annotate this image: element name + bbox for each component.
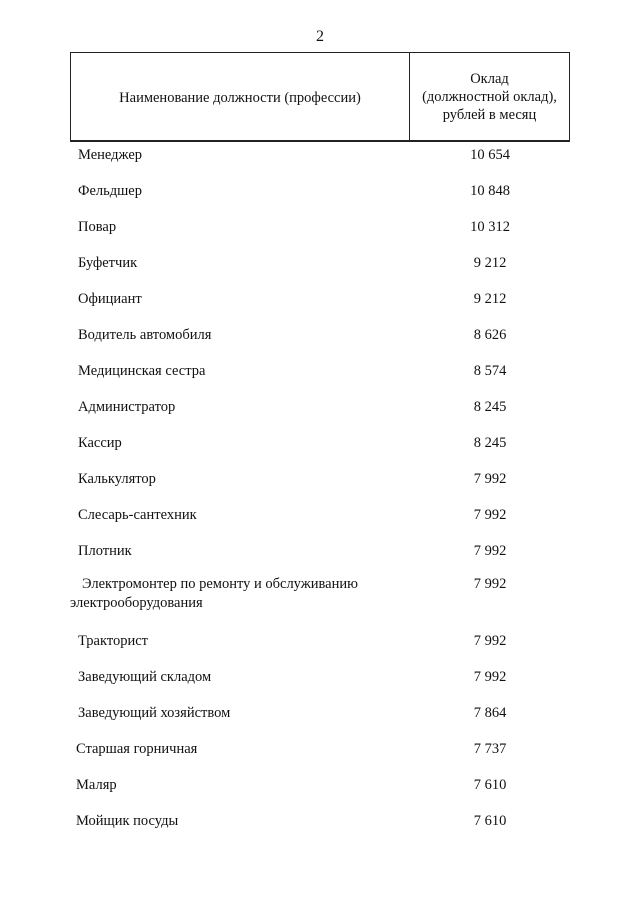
salary-value: 7 864 (473, 705, 507, 721)
position-name: Калькулятор (78, 471, 156, 487)
salary-value: 9 212 (473, 291, 507, 307)
salary-value: 9 212 (473, 255, 507, 271)
salary-value: 8 626 (473, 327, 507, 343)
table-header (70, 52, 570, 142)
salary-value: 8 245 (473, 435, 507, 451)
position-name: Фельдшер (78, 183, 142, 199)
salary-value: 7 610 (473, 813, 507, 829)
salary-value: 8 574 (473, 363, 507, 379)
position-name: Электромонтер по ремонту и обслуживанию электрооборудования (70, 576, 358, 611)
salary-value: 7 992 (473, 633, 507, 649)
position-name: Слесарь-сантехник (78, 507, 197, 523)
position-name: Заведующий хозяйством (78, 705, 231, 721)
position-name: Тракторист (78, 633, 149, 649)
salary-value: 8 245 (473, 399, 507, 415)
salary-value: 10 848 (470, 183, 510, 199)
position-name: Маляр (76, 777, 117, 793)
header-salary (410, 53, 569, 140)
position-name: Буфетчик (78, 255, 138, 271)
salary-value: 7 737 (473, 741, 507, 757)
header-salary-line: (должностной оклад), (422, 88, 557, 105)
salary-value: 7 992 (473, 576, 507, 592)
position-name: Старшая горничная (76, 741, 198, 757)
header-salary-line: рублей в месяц (442, 106, 537, 123)
salary-value: 10 312 (470, 219, 510, 235)
position-name: Водитель автомобиля (78, 327, 212, 343)
salary-value: 7 610 (473, 777, 507, 793)
salary-value: 7 992 (473, 507, 507, 523)
position-name: Менеджер (78, 147, 143, 163)
page-number: 2 (316, 28, 324, 45)
position-name: Заведующий складом (78, 669, 212, 685)
position-name: Официант (78, 291, 142, 307)
position-name: Кассир (78, 435, 122, 451)
salary-value: 7 992 (473, 669, 507, 685)
position-name: Медицинская сестра (78, 363, 206, 379)
position-name: Администратор (78, 399, 176, 415)
position-name: Повар (78, 219, 117, 235)
header-salary-line: Оклад (470, 70, 509, 87)
salary-value: 7 992 (473, 543, 507, 559)
position-name: Плотник (78, 543, 132, 559)
salary-value: 10 654 (470, 147, 510, 163)
salary-value: 7 992 (473, 471, 507, 487)
position-name: Мойщик посуды (76, 813, 179, 829)
header-position-name: Наименование должности (профессии) (71, 53, 410, 140)
